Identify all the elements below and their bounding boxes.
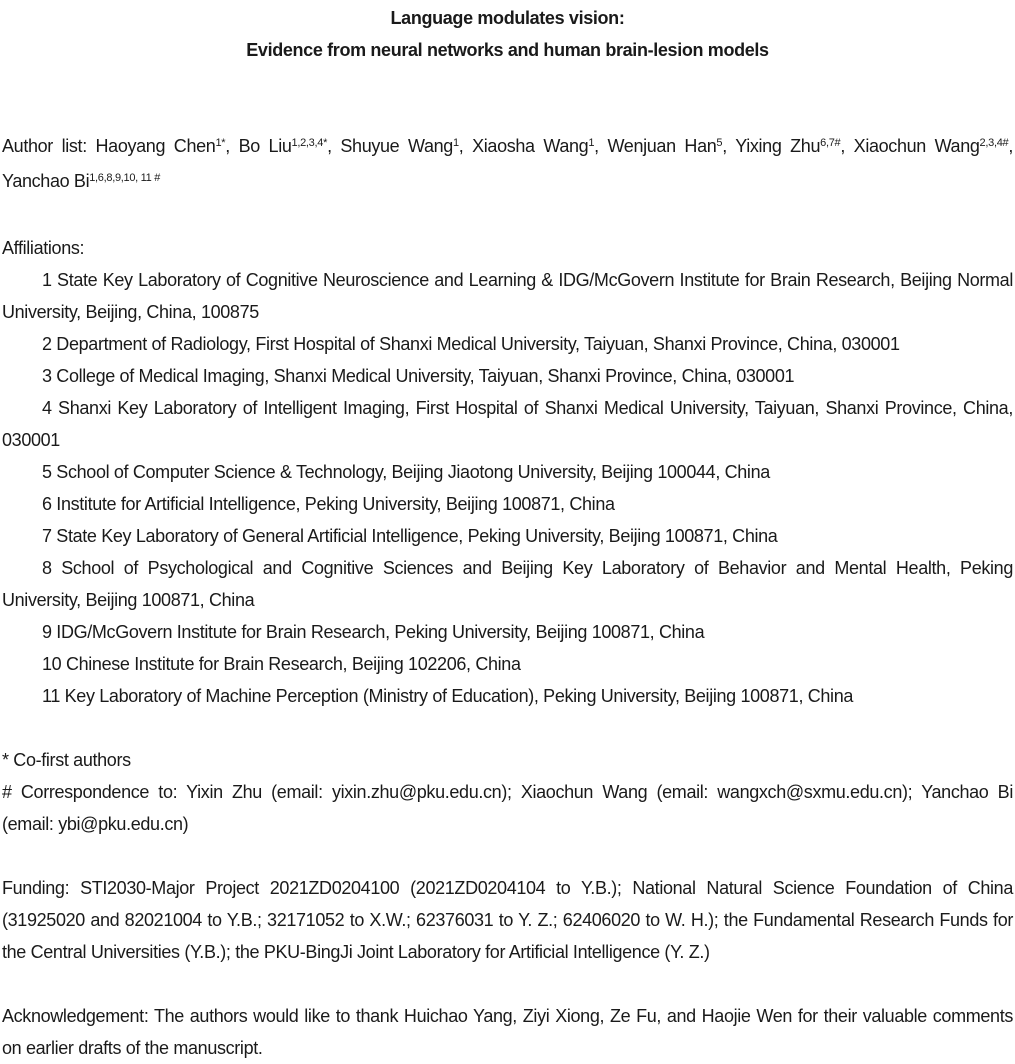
affiliation-item-9: 9 IDG/McGovern Institute for Brain Research, Peking University, Beijing 100871, China — [42, 622, 705, 642]
author-text: , Xiaosha Wang — [458, 136, 589, 156]
affiliation-item-6: 6 Institute for Artificial Intelligence, Peking University, Beijing 100871, China — [42, 494, 615, 514]
author-text: , Shuyue Wang — [327, 136, 453, 156]
author-text: , Wenjuan Han — [594, 136, 717, 156]
author-text: , Yixing Zhu — [722, 136, 821, 156]
author-text: Author list: Haoyang Chen — [2, 136, 216, 156]
author-superscript: 2,3,4# — [979, 137, 1009, 149]
author-superscript: 5 — [716, 137, 723, 149]
correspondence-note: # Correspondence to: Yixin Zhu (email: yixin.zhu@pku.edu.cn); Xiaochun Wang (email: wangxch@sxmu.edu.cn); Yanchao Bi (email: ybi@pku.edu.cn) — [2, 782, 1013, 834]
funding-statement: Funding: STI2030-Major Project 2021ZD0204100 (2021ZD0204104 to Y.B.); National Natural Science Foundation of China (31925020 and 82021004 to Y.B.; 32171052 to X.W.; 62376031 to Y. Z.; 62406020 to W. H.); the Fundamental Research Funds for the Central Universities (Y.B.); the PKU-BingJi Joint Laboratory for Artificial Intelligence (Y. Z.) — [2, 878, 1013, 962]
affiliations-heading: Affiliations: — [2, 238, 85, 258]
affiliation-item-5: 5 School of Computer Science & Technology, Beijing Jiaotong University, Beijing 100044, China — [42, 462, 770, 482]
affiliation-item-1: 1 State Key Laboratory of Cognitive Neuroscience and Learning & IDG/McGovern Institute for Brain Research, Beijing Normal University, Beijing, China, 100875 — [2, 270, 1013, 322]
author-superscript: 1* — [215, 137, 226, 149]
author-superscript: 1,2,3,4* — [291, 137, 328, 149]
author-text: , Yanchao Bi — [2, 136, 1013, 191]
acknowledgement-statement: Acknowledgement: The authors would like to thank Huichao Yang, Ziyi Xiong, Ze Fu, and Haojie Wen for their valuable comments on earlier drafts of the manuscript. — [2, 1006, 1013, 1058]
author-superscript: 1 — [588, 137, 595, 149]
affiliation-item-11: 11 Key Laboratory of Machine Perception (Ministry of Education), Peking University, Beijing 100871, China — [42, 686, 854, 706]
author-text: , Xiaochun Wang — [840, 136, 980, 156]
affiliation-item-3: 3 College of Medical Imaging, Shanxi Medical University, Taiyuan, Shanxi Province, China, 030001 — [42, 366, 795, 386]
paper-title — [2, 2, 1013, 66]
affiliation-item-7: 7 State Key Laboratory of General Artificial Intelligence, Peking University, Beijing 100871, China — [42, 526, 778, 546]
author-list — [2, 130, 1013, 200]
author-text: , Bo Liu — [225, 136, 292, 156]
author-superscript: 1 — [452, 137, 459, 149]
paper-title-line1: Language modulates vision: — [390, 8, 625, 28]
author-superscript: 1,6,8,9,10, 11 # — [89, 172, 161, 184]
affiliation-item-2: 2 Department of Radiology, First Hospital of Shanxi Medical University, Taiyuan, Shanxi Province, China, 030001 — [42, 334, 900, 354]
paper-title-line2: Evidence from neural networks and human brain-lesion models — [246, 40, 769, 60]
affiliation-item-8: 8 School of Psychological and Cognitive Sciences and Beijing Key Laboratory of Behavior and Mental Health, Peking University, Beijing 100871, China — [2, 558, 1013, 610]
author-superscript: 6,7# — [820, 137, 841, 149]
affiliation-item-10: 10 Chinese Institute for Brain Research, Beijing 102206, China — [42, 654, 521, 674]
cofirst-authors-note: * Co-first authors — [2, 750, 131, 770]
affiliation-item-4: 4 Shanxi Key Laboratory of Intelligent Imaging, First Hospital of Shanxi Medical University, Taiyuan, Shanxi Province, China, 030001 — [2, 398, 1013, 450]
